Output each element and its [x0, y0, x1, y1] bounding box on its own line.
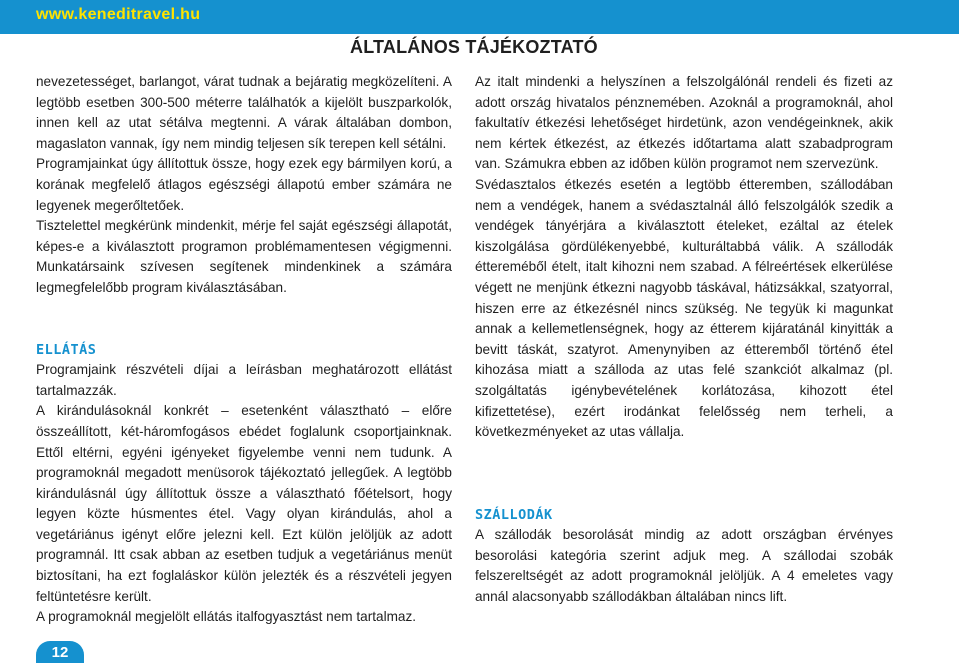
spacer: [475, 443, 893, 505]
site-url: www.keneditravel.hu: [36, 6, 201, 23]
paragraph: Programjainkat úgy állítottuk össze, hogy ezek egy bármilyen korú, a korának megfelelő átlagos egészségi állapotú ember számára ne legyenek megerőltetőek.: [36, 156, 452, 213]
right-column: [475, 72, 893, 608]
spacer: [36, 299, 452, 340]
paragraph: Az italt mindenki a helyszínen a felszolgálónál rendeli és fizeti az adott ország hivatalos pénznemében. Azoknál a programoknál, ahol fakultatív étkezési lehetőséget hirdetünk, azon vendégeinknek, akik nem kértek étkezést, az étkezés időtartama alatt szabadprogram van. Számukra ebben az időben külön programot nem szervezünk.: [475, 74, 893, 172]
paragraph: A szállodák besorolását mindig az adott országban érvényes besorolási kategória szerint adjuk meg. A szállodai szobák felszereltségét az adott programoknál jelöljük. A 4 emeletes vagy annál alacsonyabb szállodákban általában nincs lift.: [475, 527, 893, 605]
top-banner: [0, 0, 959, 34]
left-column: [36, 72, 452, 628]
paragraph: Programjaink részvételi díjai a leírásban meghatározott ellátást tartalmazzák.: [36, 362, 452, 398]
section-title: ÁLTALÁNOS TÁJÉKOZTATÓ: [350, 37, 598, 57]
paragraph: Svédasztalos étkezés esetén a legtöbb étteremben, szállodában nem a vendégek, hanem a svédasztalnál álló felszolgálók szedik a vendégek tányérjára a kiválasztott ételeket, ezáltal az ételek kiszolgálása gördülékenyebbé, kulturáltabbá válik. A szállodák éttereméből ételt, italt kihozni nem szabad. A félreértések elkerülése végett ne menjünk étkezni nagyobb táskával, hátizsákkal, szatyorral, hiszen erre az étkezésnél nincs szükség. Ne tegyük ki magunkat annak a kellemetlenségnek, hogy az étterem kijáratánál kinyitták a bevitt táskát, szatyrot. Amenynyiben az étteremből történő étel kihozása miatt a szálloda az utas felé szankciót alkalmaz (pl. szolgáltatás igénybevételének korlátozása, kihozott étel kifizettetése), ezért irodánkat felelősség nem terheli, a következményeket az utas vállalja.: [475, 176, 893, 440]
paragraph: A kirándulásoknál konkrét – esetenként választható – előre összeállított, két-háromfogásos ebédet foglalunk csoportjainknak. Ettől eltérni, egyéni igényeket figyelembe venni nem tudunk. A programoknál megadott menüsorok tájékoztató jellegűek. A legtöbb kirándulásnál úgy állítottuk össze a választható főételsort, hogy legyen közte húsmentes étel. Vagy olyan kirándulás, ahol a vegetáriánus igényt előre jelezni kell. Ezt külön jelöljük az adott programnál. Itt csak abban az esetben tudjuk a vegetáriánus menüt biztosítani, ha ezt foglaláskor külön jelezték és a részvételi jegyen feltüntetésre került.: [36, 403, 452, 604]
page-number: 12: [36, 641, 84, 663]
ellatas-heading: ELLÁTÁS: [36, 341, 97, 358]
paragraph: Tisztelettel megkérünk mindenkit, mérje fel saját egészségi állapotát, képes-e a kiválasztott programon problémamentesen végigmenni. Munkatársaink szívesen segítenek mindenkinek a számára legmegfelelőbb program kiválasztásában.: [36, 218, 452, 295]
paragraph: nevezetességet, barlangot, várat tudnak a bejáratig megközelíteni. A legtöbb esetben 300-500 méterre találhatók a kijelölt buszparkolók, innen kell az utat sétálva megtenni. A várak általában dombon, magaslaton vannak, így nem mindig teljesen sík terepen kell sétálni.: [36, 74, 452, 151]
paragraph: A programoknál megjelölt ellátás italfogyasztást nem tartalmaz.: [36, 609, 417, 625]
szallodak-heading: SZÁLLODÁK: [475, 506, 553, 523]
